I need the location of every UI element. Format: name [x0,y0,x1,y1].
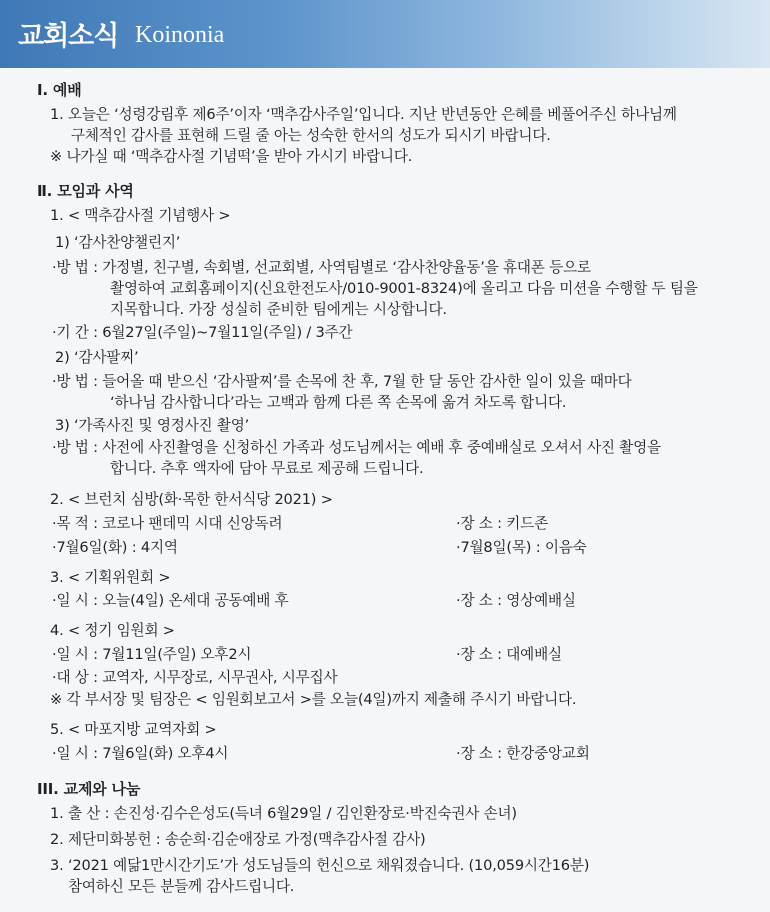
event4-title: 4. < 정기 임원회 > [50,622,175,639]
section3-heading: III. 교제와 나눔 [37,780,141,798]
fellowship-item3-line2: 참여하신 모든 분들께 감사드립니다. [68,878,295,895]
event1-sub1-method-line1: ·방 법 : 가정별, 친구별, 속회별, 선교회별, 사역팀별로 ‘감사찬양율동’을 휴대폰 등으로 [52,259,591,276]
section2-heading: Ⅱ. 모임과 사역 [37,182,134,200]
event3-title: 3. < 기획위원회 > [50,569,171,586]
event2-purpose: ·목 적 : 코로나 팬데믹 시대 신앙독려 [52,515,283,532]
event1-sub2-title: 2) ‘감사팔찌’ [55,349,139,366]
event5-title: 5. < 마포지방 교역자회 > [50,721,217,738]
event5-time: ·일 시 : 7월6일(화) 오후4시 [52,745,229,762]
fellowship-item1: 1. 출 산 : 손진성·김수은성도(득녀 6월29일 / 김인환장로·박진숙권사 손녀) [50,805,517,822]
event4-time: ·일 시 : 7월11일(주일) 오후2시 [52,646,252,663]
event1-sub2-method-line1: ·방 법 : 들어올 때 받으신 ‘감사팔찌’를 손목에 찬 후, 7월 한 달 동안 감사한 일이 있을 때마다 [52,373,632,390]
event1-title: 1. < 맥추감사절 기념행사 > [50,207,231,224]
event1-sub1-title: 1) ‘감사찬양챌린지’ [55,234,181,251]
event5-place: ·장 소 : 한강중앙교회 [456,745,590,762]
fellowship-item3-line1: 3. ‘2021 예닮1만시간기도’가 성도님들의 헌신으로 채워졌습니다. (10,059시간16분) [50,857,590,874]
event1-sub3-method-line1: ·방 법 : 사전에 사진촬영을 신청하신 가족과 성도님께서는 예배 후 중예배실로 오셔서 사진 촬영을 [52,439,661,456]
event2-place: ·장 소 : 키드존 [456,515,548,532]
event2-date1: ·7월6일(화) : 4지역 [52,539,178,556]
event1-sub2-method-line2: ‘하나님 감사합니다’라는 고백과 함께 다른 쪽 손목에 옮겨 차도록 합니다. [110,394,567,411]
event2-title: 2. < 브런치 심방(화·목한 한서식당 2021) > [50,491,333,508]
fellowship-item2: 2. 제단미화봉헌 : 송순희·김순애장로 가정(맥추감사절 감사) [50,831,426,848]
worship-note: ※ 나가실 때 ‘맥추감사절 기념떡’을 받아 가시기 바랍니다. [50,148,413,165]
event3-place: ·장 소 : 영상예배실 [456,592,576,609]
event4-target: ·대 상 : 교역자, 시무장로, 시무권사, 시무집사 [52,669,338,686]
event1-sub1-period: ·기 간 : 6월27일(주일)~7월11일(주일) / 3주간 [52,324,353,341]
event4-place: ·장 소 : 대예배실 [456,646,562,663]
header-title: 교회소식 [18,21,119,52]
header-banner [0,0,770,68]
event4-note: ※ 각 부서장 및 팀장은 < 임원회보고서 >를 오늘(4일)까지 제출해 주시기 바랍니다. [50,691,577,708]
event1-sub1-method-line2: 촬영하여 교회홈페이지(신요한전도사/010-9001-8324)에 올리고 다음 미션을 수행할 두 팀을 [110,280,698,297]
header-subtitle: Koinonia [135,22,225,48]
event1-sub3-method-line2: 합니다. 추후 액자에 담아 무료로 제공해 드립니다. [110,460,424,477]
event1-sub1-method-line3: 지목합니다. 가장 성실히 준비한 팀에게는 시상합니다. [110,301,447,318]
event1-sub3-title: 3) ‘가족사진 및 영정사진 촬영’ [55,417,250,434]
worship-item1-line2: 구체적인 감사를 표현해 드릴 줄 아는 성숙한 한서의 성도가 되시기 바랍니다. [71,127,551,144]
section1-heading: Ⅰ. 예배 [37,81,82,99]
worship-item1-line1: 1. 오늘은 ‘성령강림후 제6주’이자 ‘맥추감사주일’입니다. 지난 반년동안 은혜를 베풀어주신 하나님께 [50,106,677,123]
event2-date2: ·7월8일(목) : 이음숙 [456,539,587,556]
event3-time: ·일 시 : 오늘(4일) 온세대 공동예배 후 [52,592,289,609]
